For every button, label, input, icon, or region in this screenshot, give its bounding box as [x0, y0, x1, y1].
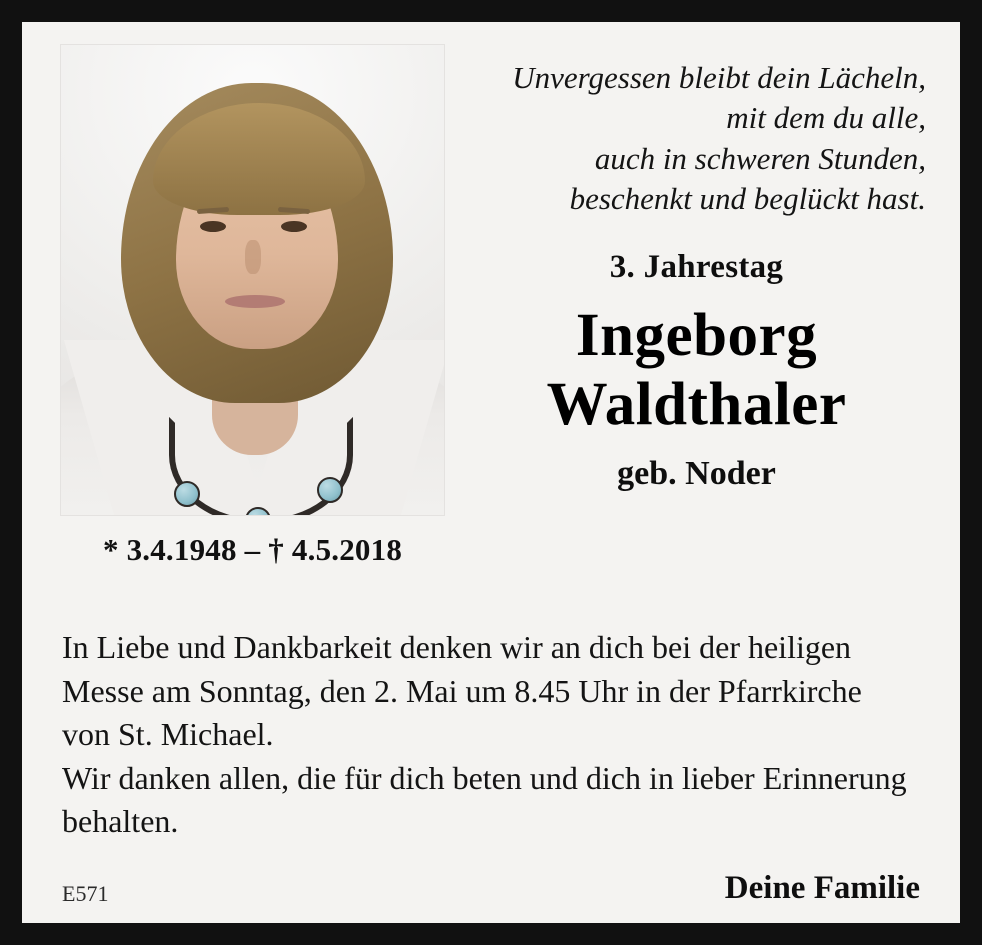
verse-line-2: mit dem du alle,: [726, 100, 926, 136]
notice-body: [22, 568, 960, 844]
verse-line-3: auch in schweren Stunden,: [594, 140, 926, 176]
heading-column: [445, 44, 942, 493]
body-paragraph-1: In Liebe und Dankbarkeit denken wir an dich bei der heiligen Messe am Sonntag, den 2. Mai um 8.45 Uhr in der Pfarrkirche von St. Michael.: [62, 629, 862, 753]
reference-code: E571: [62, 881, 109, 906]
notice-inner: [22, 22, 960, 923]
notice-footer: [22, 870, 960, 907]
anniversary-label: 3. Jahrestag: [609, 249, 784, 286]
life-dates: * 3.4.1948 – † 4.5.2018: [102, 532, 403, 567]
verse-line-4: beschenkt und beglückt hast.: [569, 180, 926, 216]
necklace-bead: [174, 481, 200, 507]
mouth-shape: [225, 295, 285, 308]
portrait-column: [60, 44, 445, 568]
notice-top-section: [22, 22, 960, 568]
necklace-bead: [317, 477, 343, 503]
signature: Deine Familie: [724, 870, 920, 906]
memorial-verse: [467, 58, 926, 219]
eye-right-shape: [281, 221, 307, 232]
body-paragraph-2: Wir danken allen, die für dich beten und dich in lieber Erinnerung behalten.: [62, 759, 907, 840]
maiden-name: geb. Noder: [617, 454, 776, 492]
verse-line-1: Unvergessen bleibt dein Lächeln,: [512, 60, 926, 95]
eye-left-shape: [200, 221, 226, 232]
deceased-name: [467, 302, 926, 439]
nose-shape: [245, 240, 261, 274]
portrait-photo: [60, 44, 445, 516]
deceased-first-name: Ingeborg: [575, 302, 818, 370]
deceased-last-name: Waldthaler: [546, 370, 847, 438]
